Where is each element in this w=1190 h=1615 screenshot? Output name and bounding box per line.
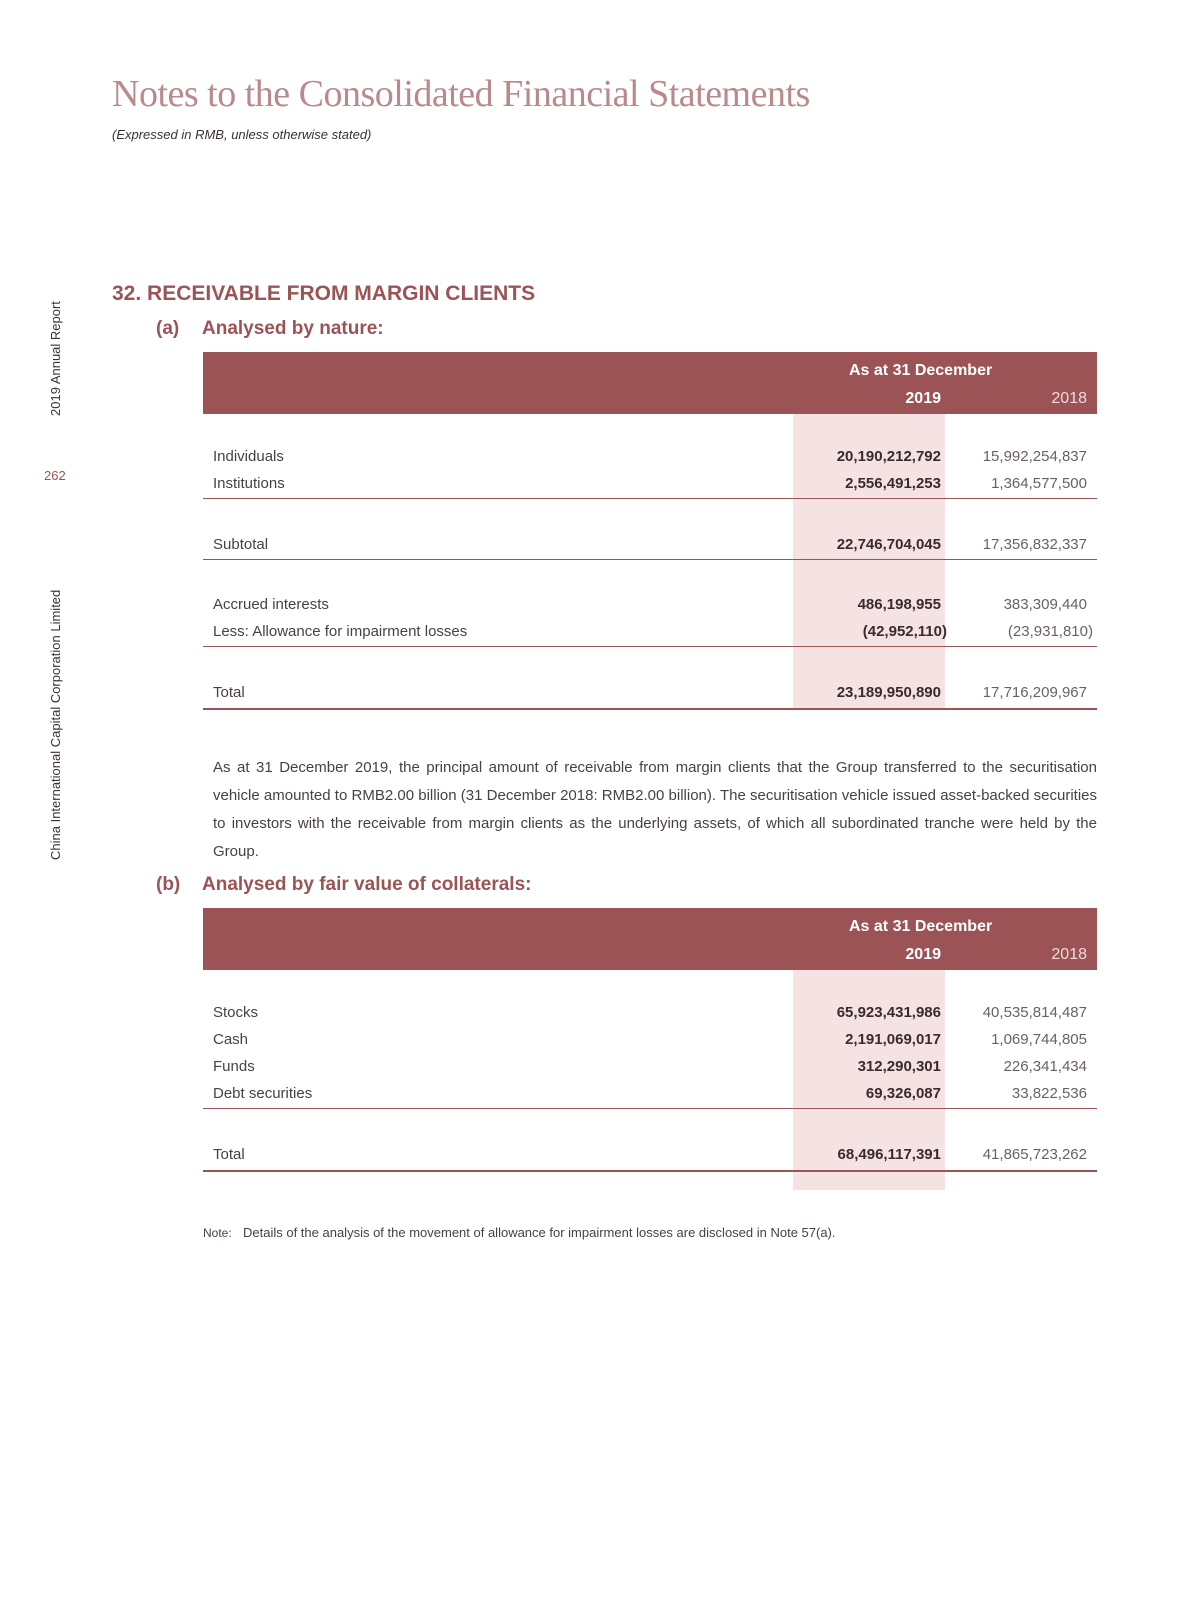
subsection-b-title: Analysed by fair value of collaterals: xyxy=(202,874,532,895)
value-2019: 69,326,087 xyxy=(865,1085,941,1102)
value-2018: 40,535,814,487 xyxy=(982,1004,1087,1021)
table-row xyxy=(203,592,1097,620)
body-paragraph: As at 31 December 2019, the principal amount of receivable from margin clients that the Group transferred to the securitisation vehicle amounted to RMB2.00 billion (31 December 2018: RMB2.00 billion). The securitisation vehicle issued asset-backed securities to investors with the receivable from margin clients as the underlying assets, of which all subordinated tranche were held by the Group. xyxy=(213,759,1097,860)
table-by-nature xyxy=(203,352,1097,712)
value-2018: 41,865,723,262 xyxy=(982,1146,1087,1163)
value-2019: (42,952,110) xyxy=(862,623,947,640)
row-label: Funds xyxy=(213,1058,255,1075)
total-divider xyxy=(203,1170,1097,1172)
header-col-2018: 2018 xyxy=(1051,390,1087,407)
value-2019: 2,191,069,017 xyxy=(845,1031,941,1048)
value-2019: 312,290,301 xyxy=(857,1058,941,1075)
row-divider xyxy=(203,498,1097,499)
row-label: Institutions xyxy=(213,475,285,492)
value-2019: 20,190,212,792 xyxy=(836,448,941,465)
header-col-2019: 2019 xyxy=(905,390,941,407)
value-2019: 22,746,704,045 xyxy=(836,536,941,553)
value-2018: 17,356,832,337 xyxy=(982,536,1087,553)
row-divider xyxy=(203,1108,1097,1109)
row-label: Total xyxy=(213,684,245,701)
sidebar-company-label: China International Capital Corporation Limited xyxy=(48,589,63,860)
subsection-a-title: Analysed by nature: xyxy=(202,318,384,339)
row-divider xyxy=(203,646,1097,647)
table-by-collateral xyxy=(203,908,1097,1192)
value-2019: 23,189,950,890 xyxy=(836,684,941,701)
table-row xyxy=(203,1081,1097,1109)
value-2019: 486,198,955 xyxy=(857,596,941,613)
footnote-text: Details of the analysis of the movement of allowance for impairment losses are disclosed in Note 57(a). xyxy=(243,1225,836,1240)
table-row xyxy=(203,619,1097,647)
subsection-a-heading xyxy=(156,318,384,340)
sidebar-report-label: 2019 Annual Report xyxy=(48,301,63,416)
table-header xyxy=(203,352,1097,414)
header-group-label: As at 31 December xyxy=(849,362,993,379)
header-group-label: As at 31 December xyxy=(849,918,993,935)
header-col-2019: 2019 xyxy=(905,946,941,963)
row-label: Stocks xyxy=(213,1004,259,1021)
subsection-b-heading xyxy=(156,874,531,896)
footnote-label: Note: xyxy=(203,1226,232,1240)
table-row-subtotal xyxy=(203,532,1097,560)
row-label: Cash xyxy=(213,1031,249,1048)
value-2018: 1,069,744,805 xyxy=(991,1031,1087,1048)
value-2018: 383,309,440 xyxy=(1003,596,1087,613)
page-number: 262 xyxy=(44,468,66,483)
value-2018: 33,822,536 xyxy=(1011,1085,1087,1102)
table-row xyxy=(203,444,1097,472)
subsection-a-letter: (a) xyxy=(156,318,180,339)
total-divider xyxy=(203,708,1097,710)
table-header xyxy=(203,908,1097,970)
value-2019: 68,496,117,391 xyxy=(837,1146,941,1163)
row-label: Less: Allowance for impairment losses xyxy=(213,623,468,640)
page-title: Notes to the Consolidated Financial Statements xyxy=(112,73,810,115)
row-label: Individuals xyxy=(213,448,284,465)
table-row-total xyxy=(203,680,1097,708)
section-title: 32. RECEIVABLE FROM MARGIN CLIENTS xyxy=(112,282,536,305)
table-row xyxy=(203,1027,1097,1055)
row-label: Debt securities xyxy=(213,1085,313,1102)
table-row-total xyxy=(203,1142,1097,1170)
value-2018: (23,931,810) xyxy=(1007,623,1093,640)
value-2018: 1,364,577,500 xyxy=(991,475,1087,492)
row-label: Accrued interests xyxy=(213,596,329,613)
page-subtitle: (Expressed in RMB, unless otherwise stated) xyxy=(112,127,372,142)
header-col-2018: 2018 xyxy=(1051,946,1087,963)
value-2018: 15,992,254,837 xyxy=(982,448,1087,465)
row-label: Subtotal xyxy=(213,536,269,553)
table-row xyxy=(203,1000,1097,1028)
table-row xyxy=(203,1054,1097,1082)
value-2019: 65,923,431,986 xyxy=(836,1004,941,1021)
row-label: Total xyxy=(213,1146,245,1163)
value-2018: 226,341,434 xyxy=(1003,1058,1087,1075)
value-2019: 2,556,491,253 xyxy=(845,475,941,492)
footnote xyxy=(203,1225,836,1240)
subsection-b-letter: (b) xyxy=(156,874,181,895)
table-row xyxy=(203,471,1097,499)
value-2018: 17,716,209,967 xyxy=(982,684,1087,701)
row-divider xyxy=(203,559,1097,560)
